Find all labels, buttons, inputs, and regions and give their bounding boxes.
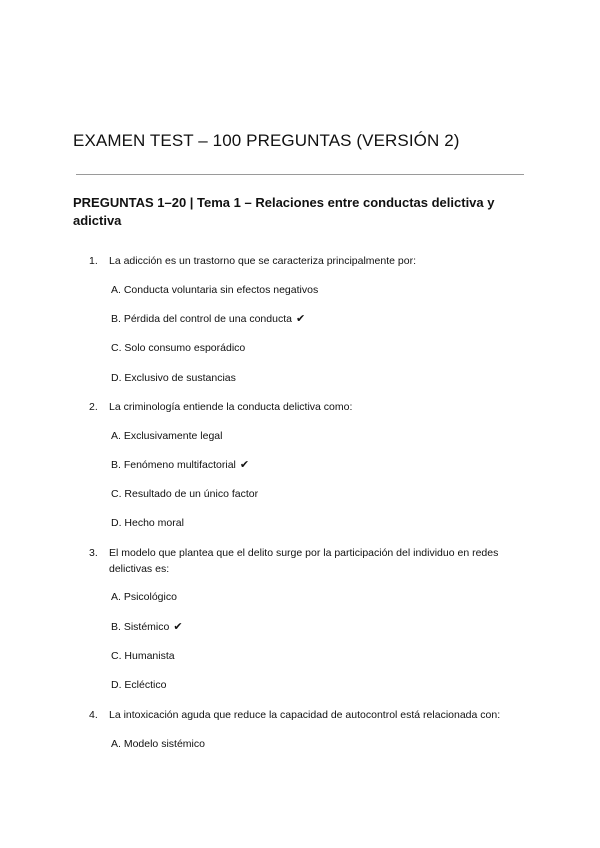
option-label: A. Conducta voluntaria sin efectos negativos [111,284,319,296]
option-label: D. Hecho moral [111,517,184,529]
exam-title: EXAMEN TEST – 100 PREGUNTAS (VERSIÓN 2) [73,131,460,150]
question-number: 4. [89,709,98,721]
option-2d [111,515,184,531]
option-label: A. Exclusivamente legal [111,430,223,442]
question-number: 2. [89,401,98,413]
option-2b [111,457,249,473]
option-label: B. Pérdida del control de una conducta [111,313,292,325]
question-text: La intoxicación aguda que reduce la capacidad de autocontrol está relacionada con: [109,709,501,721]
question-text: La criminología entiende la conducta delictiva como: [109,401,353,413]
option-label: A. Psicológico [111,591,177,603]
option-1c [111,340,245,356]
option-1d [111,370,236,386]
correct-check-icon: ✔ [295,312,306,325]
question-number: 1. [89,255,98,267]
correct-check-icon: ✔ [173,620,183,633]
title-divider [76,174,524,175]
option-2a [111,428,222,444]
option-3c [111,648,175,664]
option-label: D. Ecléctico [111,679,167,691]
option-label: C. Solo consumo esporádico [111,342,246,354]
question-text: La adicción es un trastorno que se caracteriza principalmente por: [109,255,417,267]
option-3a [111,589,177,605]
option-3b [111,619,183,635]
option-3d [111,677,166,693]
question-text: El modelo que plantea que el delito surge por la participación del individuo en redes delictivas es: [109,547,499,575]
section-heading: PREGUNTAS 1–20 | Tema 1 – Relaciones entre conductas delictiva y adictiva [73,195,495,228]
option-label: D. Exclusivo de sustancias [111,372,236,384]
option-2c [111,486,258,502]
question-number: 3. [89,547,98,559]
option-label: C. Humanista [111,650,175,662]
option-4a [111,736,205,752]
option-label: B. Fenómeno multifactorial [111,459,236,471]
option-label: A. Modelo sistémico [111,738,205,750]
correct-check-icon: ✔ [239,458,250,471]
option-label: C. Resultado de un único factor [111,488,259,500]
option-label: B. Sistémico [111,621,170,633]
option-1b [111,311,305,327]
option-1a [111,282,318,298]
